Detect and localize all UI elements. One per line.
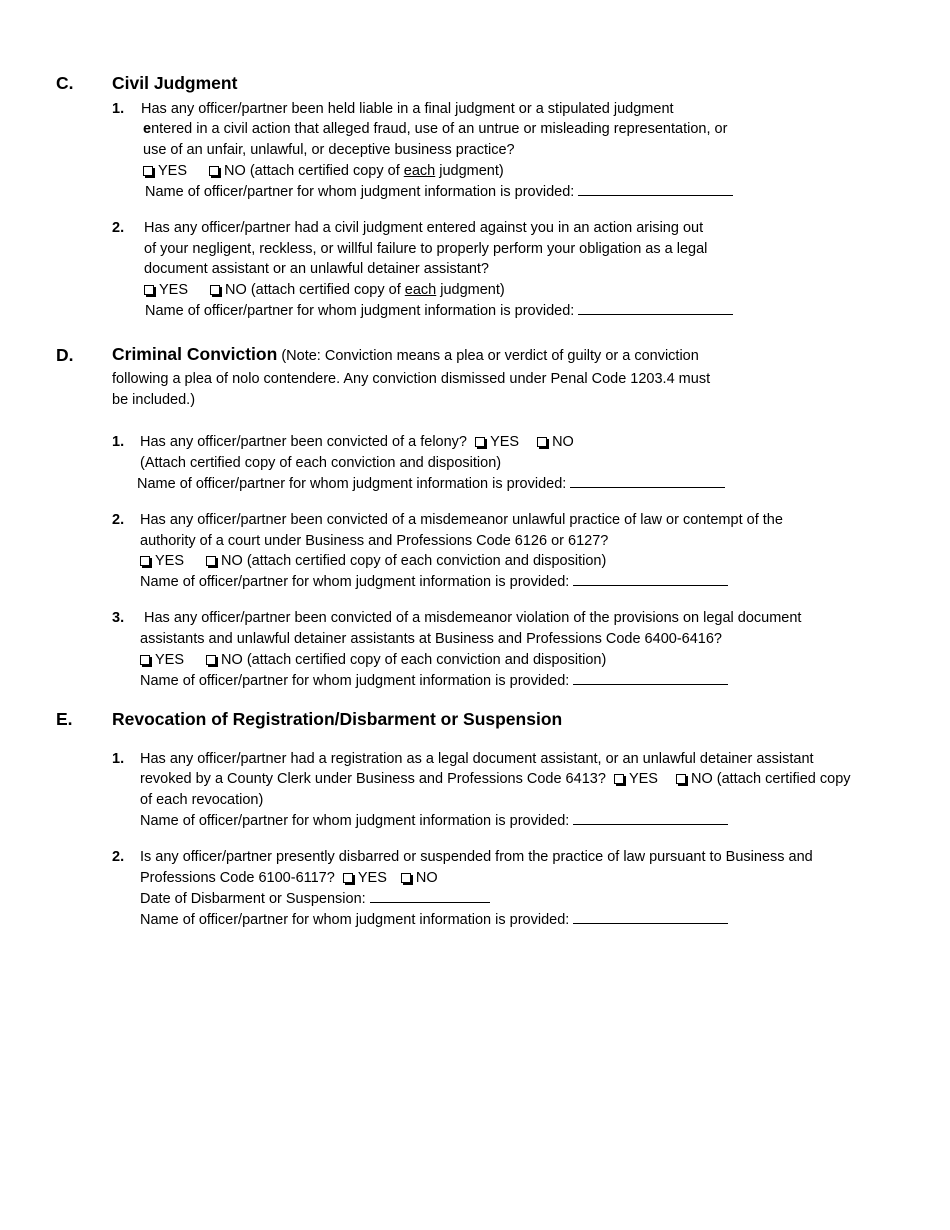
d-q2-yes-label: YES xyxy=(155,553,185,569)
e-q2-line2 xyxy=(140,868,438,889)
d-q1-name-label: Name of officer/partner for whom judgment information is provided: xyxy=(137,476,567,492)
c-q1-name-row xyxy=(145,182,733,203)
d-q2-no-label: NO (attach certified copy of each conviction and disposition) xyxy=(221,553,607,569)
e-q2-date-row xyxy=(140,889,490,910)
d-q3-name-field[interactable] xyxy=(573,672,728,685)
c-q1-yes-label: YES xyxy=(158,163,188,179)
e-q2-no-label: NO xyxy=(415,870,438,886)
d-q1-line1 xyxy=(140,432,574,453)
d-q1-no-label: NO xyxy=(552,434,574,450)
c-q2-name-label: Name of officer/partner for whom judgment information is provided: xyxy=(145,303,575,319)
section-d-letter: D. xyxy=(56,345,74,365)
d-q1-yes-label: YES xyxy=(490,434,520,450)
d-q2-yes-option[interactable] xyxy=(140,553,184,569)
e-q2-name-label: Name of officer/partner for whom judgment information is provided: xyxy=(140,912,570,928)
checkbox-icon[interactable] xyxy=(537,437,547,447)
d-q3-no-option[interactable] xyxy=(206,652,606,668)
c-q1-line2-text: ntered in a civil action that alleged fraud, use of an untrue or misleading representation, or xyxy=(151,121,728,137)
d-q3-name-label: Name of officer/partner for whom judgment information is provided: xyxy=(140,673,570,689)
checkbox-icon[interactable] xyxy=(614,774,624,784)
d-q2-name-label: Name of officer/partner for whom judgment information is provided: xyxy=(140,574,570,590)
e-q1-line1: Has any officer/partner had a registration as a legal document assistant, or an unlawful detainer assistant xyxy=(140,751,814,767)
c-q2-options xyxy=(144,280,505,301)
checkbox-icon[interactable] xyxy=(206,556,216,566)
d-q3-options xyxy=(140,650,606,671)
c-q1-no-label-pre: NO (attach certified copy of xyxy=(224,163,404,179)
section-d-note-line1: (Note: Conviction means a plea or verdict of guilty or a conviction xyxy=(281,348,699,364)
e-q1-no-label: NO (attach certified copy xyxy=(690,771,851,787)
checkbox-icon[interactable] xyxy=(144,285,154,295)
d-q3-yes-label: YES xyxy=(155,652,185,668)
e-q2-no-option[interactable] xyxy=(401,870,438,886)
e-q2-date-field[interactable] xyxy=(370,890,490,903)
checkbox-icon[interactable] xyxy=(140,556,150,566)
c-q2-name-field[interactable] xyxy=(578,302,733,315)
e-q1-number: 1. xyxy=(112,751,125,767)
checkbox-icon[interactable] xyxy=(206,655,216,665)
c-q1-no-label-underlined: each xyxy=(403,163,436,179)
e-q1-line3: of each revocation) xyxy=(140,792,264,808)
checkbox-icon[interactable] xyxy=(210,285,220,295)
d-q3-yes-option[interactable] xyxy=(140,652,184,668)
d-q2-line2: authority of a court under Business and Professions Code 6126 or 6127? xyxy=(140,533,609,549)
c-q1-line2 xyxy=(143,119,727,140)
d-q2-name-field[interactable] xyxy=(573,573,728,586)
e-q2-yes-label: YES xyxy=(357,870,387,886)
c-q1-no-label-post: judgment) xyxy=(435,163,504,179)
c-q1-name-field[interactable] xyxy=(578,183,733,196)
c-q2-line1: Has any officer/partner had a civil judgment entered against you in an action arising out xyxy=(144,220,704,236)
checkbox-icon[interactable] xyxy=(343,873,353,883)
d-q3-line1: Has any officer/partner been convicted of a misdemeanor violation of the provisions on legal document xyxy=(144,610,802,626)
section-e-title: Revocation of Registration/Disbarment or Suspension xyxy=(112,709,563,729)
checkbox-icon[interactable] xyxy=(676,774,686,784)
c-q1-name-label: Name of officer/partner for whom judgment information is provided: xyxy=(145,184,575,200)
checkbox-icon[interactable] xyxy=(143,166,153,176)
d-q1-name-field[interactable] xyxy=(570,475,725,488)
e-q2-question: Professions Code 6100-6117? xyxy=(140,870,335,886)
c-q1-line1: Has any officer/partner been held liable in a final judgment or a stipulated judgment xyxy=(141,101,674,117)
d-q1-line2: (Attach certified copy of each conviction and disposition) xyxy=(140,455,502,471)
e-q2-date-label: Date of Disbarment or Suspension: xyxy=(140,891,366,907)
section-d-note-line2: following a plea of nolo contendere. Any conviction dismissed under Penal Code 1203.4 must xyxy=(112,371,711,387)
d-q1-question: Has any officer/partner been convicted of a felony? xyxy=(140,434,467,450)
d-q3-name-row xyxy=(140,671,728,692)
c-q2-no-label-pre: NO (attach certified copy of xyxy=(225,282,405,298)
e-q1-yes-option[interactable] xyxy=(614,771,658,787)
d-q1-number: 1. xyxy=(112,434,125,450)
d-q1-name-row xyxy=(137,474,725,495)
c-q2-yes-option[interactable] xyxy=(144,282,188,298)
checkbox-icon[interactable] xyxy=(140,655,150,665)
d-q3-line2: assistants and unlawful detainer assistants at Business and Professions Code 6400-6416? xyxy=(140,631,722,647)
section-c-letter: C. xyxy=(56,73,74,93)
e-q1-name-row xyxy=(140,811,728,832)
c-q2-no-label-underlined: each xyxy=(404,282,437,298)
d-q2-no-option[interactable] xyxy=(206,553,606,569)
d-q1-no-option[interactable] xyxy=(537,434,574,450)
checkbox-icon[interactable] xyxy=(209,166,219,176)
c-q1-yes-option[interactable] xyxy=(143,163,187,179)
c-q1-no-option[interactable] xyxy=(209,163,504,179)
e-q1-line2 xyxy=(140,769,851,790)
c-q2-name-row xyxy=(145,301,733,322)
e-q1-no-option[interactable] xyxy=(676,771,851,787)
e-q2-yes-option[interactable] xyxy=(343,870,387,886)
e-q1-name-label: Name of officer/partner for whom judgment information is provided: xyxy=(140,813,570,829)
d-q2-number: 2. xyxy=(112,512,125,528)
c-q2-number: 2. xyxy=(112,220,125,236)
e-q1-question: revoked by a County Clerk under Business and Professions Code 6413? xyxy=(140,771,606,787)
c-q1-options xyxy=(143,161,504,182)
d-q3-number: 3. xyxy=(112,610,125,626)
section-d-title: Criminal Conviction xyxy=(112,344,278,364)
d-q2-options xyxy=(140,551,606,572)
c-q1-line2-bold: e xyxy=(143,121,152,137)
c-q2-yes-label: YES xyxy=(159,282,189,298)
section-e-letter: E. xyxy=(56,709,73,729)
e-q2-name-row xyxy=(140,910,728,931)
e-q1-name-field[interactable] xyxy=(573,812,728,825)
e-q2-line1: Is any officer/partner presently disbarred or suspended from the practice of law pursuant to Business and xyxy=(140,849,813,865)
section-d-header xyxy=(112,344,699,367)
checkbox-icon[interactable] xyxy=(475,437,485,447)
section-c-title: Civil Judgment xyxy=(112,73,238,93)
d-q2-name-row xyxy=(140,572,728,593)
c-q2-line2: of your negligent, reckless, or willful failure to properly perform your obligation as a legal xyxy=(144,241,708,257)
e-q2-number: 2. xyxy=(112,849,125,865)
c-q2-no-label-post: judgment) xyxy=(436,282,505,298)
d-q2-line1: Has any officer/partner been convicted of a misdemeanor unlawful practice of law or contempt of the xyxy=(140,512,783,528)
d-q3-no-label: NO (attach certified copy of each conviction and disposition) xyxy=(221,652,607,668)
c-q2-line3: document assistant or an unlawful detainer assistant? xyxy=(144,261,489,277)
c-q1-number: 1. xyxy=(112,101,125,117)
c-q1-line3: use of an unfair, unlawful, or deceptive business practice? xyxy=(143,142,515,158)
d-q1-yes-option[interactable] xyxy=(475,434,519,450)
checkbox-icon[interactable] xyxy=(401,873,411,883)
e-q1-yes-label: YES xyxy=(628,771,658,787)
e-q2-name-field[interactable] xyxy=(573,911,728,924)
c-q2-no-option[interactable] xyxy=(210,282,505,298)
section-d-note-line3: be included.) xyxy=(112,392,196,408)
